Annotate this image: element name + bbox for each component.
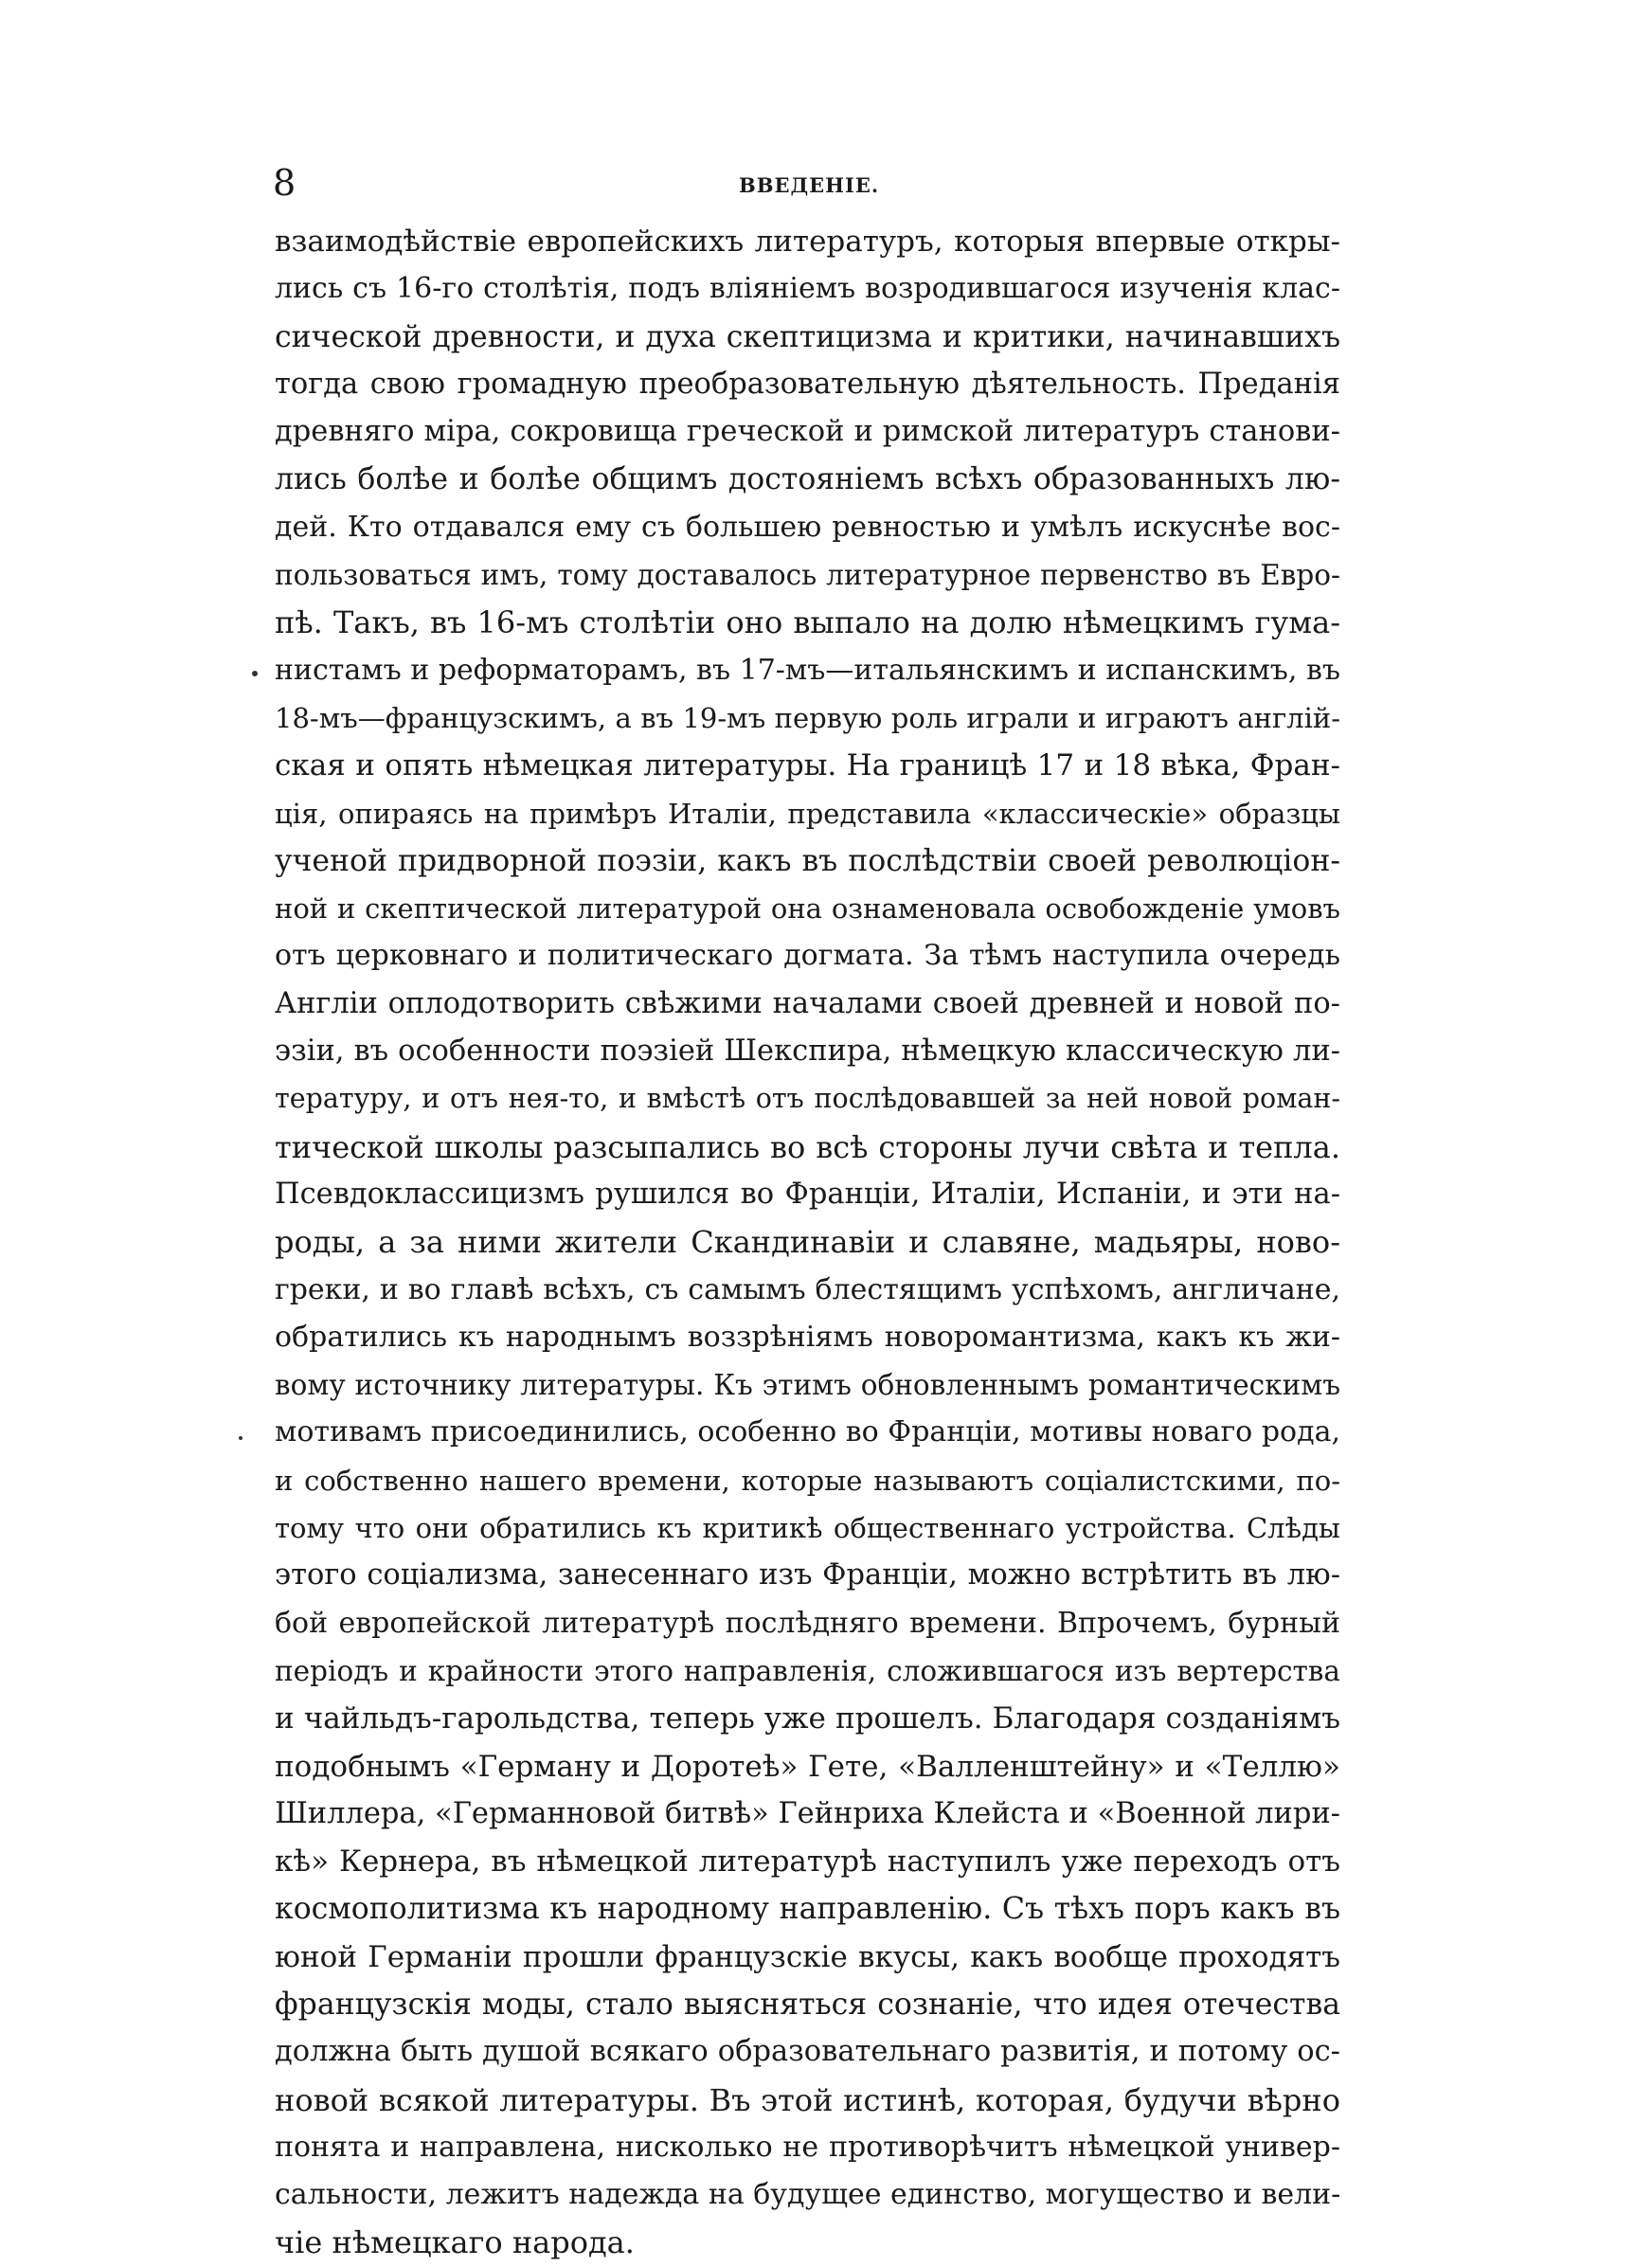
text-line: Англіи оплодотворить свѣжими началами своей древней и новой по- xyxy=(275,986,1340,1020)
text-line: юной Германіи прошли французскіе вкусы, какъ вообще проходятъ xyxy=(275,1939,1340,1974)
text-line: бой европейской литературѣ послѣдняго времени. Впрочемъ, бурный xyxy=(275,1606,1340,1640)
text-line: этого соціализма, занесеннаго изъ Франціи, можно встрѣтить въ лю- xyxy=(275,1558,1340,1592)
text-line: пѣ. Такъ, въ 16-мъ столѣтіи оно выпало на долю нѣмецкимъ гума- xyxy=(275,604,1340,641)
text-line: лись болѣе и болѣе общимъ достояніемъ всѣхъ образованныхъ лю- xyxy=(275,462,1340,497)
text-line: ной и скептической литературой она ознаменовала освобожденіе умовъ xyxy=(275,892,1340,926)
text-line: ская и опять нѣмецкая литературы. На границѣ 17 и 18 вѣка, Фран- xyxy=(275,748,1340,783)
text-line: отъ церковнаго и политическаго догмата. За тѣмъ наступила очередь xyxy=(275,939,1340,973)
text-line: вому источнику литературы. Къ этимъ обновленнымъ романтическимъ xyxy=(275,1369,1340,1402)
text-line: кѣ» Кернера, въ нѣмецкой литературѣ наступилъ уже переходъ отъ xyxy=(275,1844,1340,1880)
text-line: обратились къ народнымъ воззрѣніямъ новоромантизма, какъ къ жи- xyxy=(275,1320,1340,1354)
text-line: Шиллера, «Германновой битвѣ» Гейнриха Клейста и «Военной лири- xyxy=(275,1796,1340,1830)
text-line: и чайльдъ-гарольдства, теперь уже прошелъ. Благодаря созданіямъ xyxy=(275,1701,1340,1736)
text-line: тературу, и отъ нея-то, и вмѣстѣ отъ послѣдовавшей за ней новой роман- xyxy=(275,1083,1340,1115)
text-line: ція, опираясь на примѣръ Италіи, представила «классическіе» образцы xyxy=(275,797,1340,830)
text-line: дей. Кто отдавался ему съ большею ревностью и умѣлъ искуснѣе вос- xyxy=(275,510,1340,544)
text-line: взаимодѣйствіе европейскихъ литературъ, которыя впервые откры- xyxy=(275,225,1340,259)
text-line: тической школы разсыпались во всѣ стороны лучи свѣта и тепла. xyxy=(275,1128,1340,1165)
text-line: и собственно нашего времени, которые называютъ соціалистскими, по- xyxy=(275,1464,1340,1497)
text-line: чіе нѣмецкаго народа. xyxy=(275,2224,635,2261)
body-text xyxy=(275,218,1340,2267)
text-line: должна быть душой всякаго образовательнаго развитія, и потому ос- xyxy=(275,2035,1340,2069)
page-header xyxy=(256,159,1355,216)
text-line: нистамъ и реформаторамъ, въ 17-мъ—итальянскимъ и испанскимъ, въ xyxy=(275,653,1340,687)
running-head: ВВЕДЕНІЕ. xyxy=(739,173,880,197)
text-line: 18-мъ—французскимъ, а въ 19-мъ первую роль играли и играютъ англій- xyxy=(275,701,1340,734)
text-line: древняго міра, сокровища греческой и римской литературъ станови- xyxy=(275,415,1340,449)
text-line: лись съ 16-го столѣтія, подъ вліяніемъ возродившагося изученія клас- xyxy=(275,272,1340,306)
text-line: роды, а за ними жители Скандинавіи и славяне, мадьяры, ново- xyxy=(275,1224,1340,1261)
text-line: греки, и во главѣ всѣхъ, съ самымъ блестящимъ успѣхомъ, англичане, xyxy=(275,1272,1340,1306)
text-line: сальности, лежитъ надежда на будущее единство, могущество и вели- xyxy=(275,2178,1341,2212)
text-line: тогда свою громадную преобразовательную дѣятельность. Преданія xyxy=(275,367,1340,401)
text-line: ученой придворной поэзіи, какъ въ послѣдствіи своей революціон- xyxy=(275,843,1340,878)
page-number: 8 xyxy=(273,162,296,204)
text-line: Псевдоклассицизмъ рушился во Франціи, Италіи, Испаніи, и эти на- xyxy=(275,1177,1340,1211)
margin-speck xyxy=(252,671,258,676)
text-line: пользоваться имъ, тому доставалось литературное первенство въ Евро- xyxy=(275,559,1340,592)
text-line: космополитизма къ народному направленію. Съ тѣхъ поръ какъ въ xyxy=(275,1892,1340,1927)
text-line: тому что они обратились къ критикѣ общественнаго устройства. Слѣды xyxy=(275,1512,1340,1545)
text-line: подобнымъ «Герману и Доротеѣ» Гете, «Валленштейну» и «Теллю» xyxy=(275,1749,1340,1784)
text-line: эзіи, въ особенности поэзіей Шекспира, нѣмецкую классическую ли- xyxy=(275,1035,1340,1069)
text-line: мотивамъ присоединились, особенно во Франціи, мотивы новаго рода, xyxy=(275,1415,1340,1449)
text-line: новой всякой литературы. Въ этой истинѣ, которая, будучи вѣрно xyxy=(275,2081,1340,2118)
text-line: періодъ и крайности этого направленія, сложившагося изъ вертерства xyxy=(275,1654,1340,1687)
margin-speck xyxy=(239,1436,242,1440)
text-line: понята и направлена, нисколько не противорѣчитъ нѣмецкой универ- xyxy=(275,2130,1340,2164)
text-line: французскія моды, стало выясняться сознаніе, что идея отечества xyxy=(275,1987,1340,2022)
text-line: сической древности, и духа скептицизма и критики, начинавшихъ xyxy=(275,319,1340,354)
